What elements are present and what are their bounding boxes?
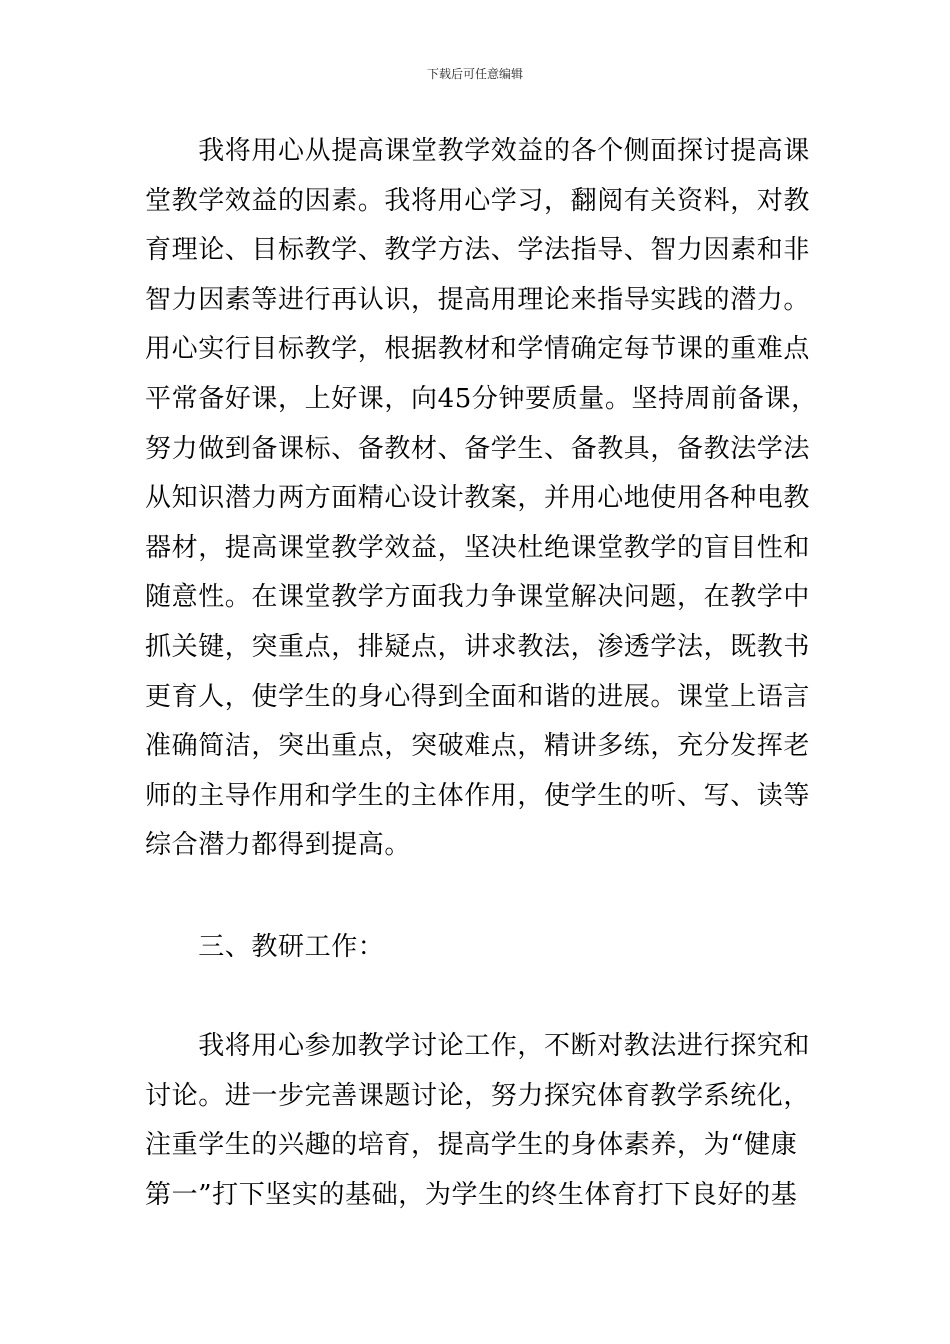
text-line: 从知识潜力两方面精心设计教案，并用心地使用各种电教 bbox=[145, 483, 811, 514]
text-line: 师的主导作用和学生的主体作用，使学生的听、写、读等 bbox=[145, 780, 811, 811]
text-line: 综合潜力都得到提高。 bbox=[145, 830, 412, 861]
text-line: 随意性。在课堂教学方面我力争课堂解决问题，在教学中 bbox=[145, 582, 811, 613]
text-line: 器材，提高课堂教学效益，坚决杜绝课堂教学的盲目性和 bbox=[145, 532, 811, 563]
text-line: 准确简洁，突出重点，突破难点，精讲多练，充分发挥老 bbox=[145, 731, 811, 762]
page-header: 下载后可任意编辑 bbox=[426, 67, 523, 81]
section-heading-teaching-research bbox=[145, 923, 810, 973]
heading-line: 三、教研工作： bbox=[145, 932, 385, 962]
text-line: 用心实行目标教学，根据教材和学情确定每节课的重难点 bbox=[145, 334, 811, 365]
text-line: 堂教学效益的因素。我将用心学习，翻阅有关资料，对教 bbox=[145, 185, 811, 216]
text-line: 第一”打下坚实的基础，为学生的终生体育打下良好的基 bbox=[145, 1179, 798, 1210]
paragraph-teaching-efficiency bbox=[145, 127, 818, 871]
text-line: 抓关键，突重点，排疑点，讲求教法，渗透学法，既教书 bbox=[145, 631, 811, 662]
text-line: 智力因素等进行再认识，提高用理论来指导实践的潜力。 bbox=[145, 284, 811, 315]
text-line: 更育人，使学生的身心得到全面和谐的进展。课堂上语言 bbox=[145, 681, 811, 712]
text-line: 育理论、目标教学、教学方法、学法指导、智力因素和非 bbox=[145, 235, 811, 266]
text-line: 讨论。进一步完善课题讨论，努力探究体育教学系统化， bbox=[145, 1080, 811, 1111]
text-line: 平常备好课，上好课，向45分钟要质量。坚持周前备课， bbox=[145, 383, 818, 414]
text-line: 我将用心参加教学讨论工作，不断对教法进行探究和 bbox=[145, 1031, 811, 1061]
text-line: 注重学生的兴趣的培育，提高学生的身体素养，为“健康 bbox=[145, 1130, 798, 1161]
text-line: 努力做到备课标、备教材、备学生、备教具，备教法学法 bbox=[145, 433, 811, 464]
text-line: 我将用心从提高课堂教学效益的各个侧面探讨提高课 bbox=[145, 136, 811, 166]
paragraph-teaching-research bbox=[145, 1022, 810, 1220]
